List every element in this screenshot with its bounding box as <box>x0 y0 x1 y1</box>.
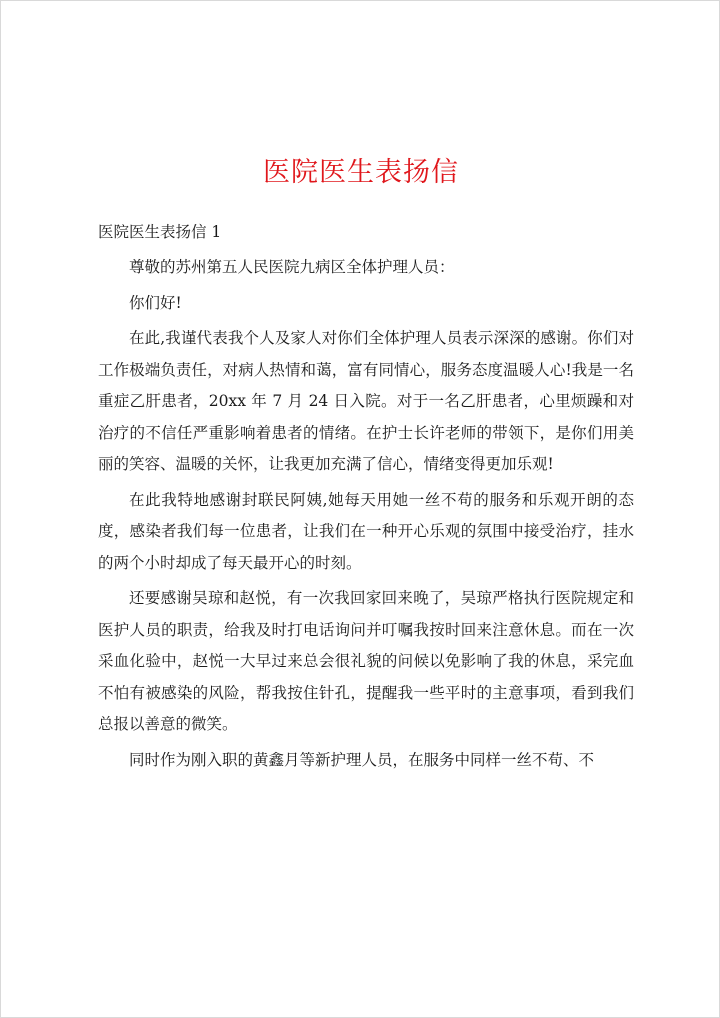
letter-paragraph-3: 还要感谢吴琼和赵悦，有一次我回家回来晚了，吴琼严格执行医院规定和医护人员的职责，给我及时打电话询问并叮嘱我按时回来注意休息。而在一次采血化验中，赵悦一大早过来总会很礼貌的问候以免影响了我的休息，采完血不怕有被感染的风险，帮我按住针孔，提醒我一些平时的主意事项，看到我们总报以善意的微笑。 <box>98 589 634 733</box>
letter-subheading: 医院医生表扬信 1 <box>98 223 222 241</box>
letter-paragraph-1: 在此,我谨代表我个人及家人对你们全体护理人员表示深深的感谢。你们对工作极端负责任，对病人热情和蔼，富有同情心，服务态度温暖人心!我是一名重症乙肝患者，20xx 年 7 月 24 日入院。对于一名乙肝患者，心里烦躁和对治疗的不信任严重影响着患者的情绪。在护士长许老师的带领下，是你们用美丽的笑容、温暖的关怀，让我更加充满了信心，情绪变得更加乐观! <box>98 329 634 473</box>
letter-paragraph-2: 在此我特地感谢封联民阿姨,她每天用她一丝不苟的服务和乐观开朗的态度，感染者我们每一位患者，让我们在一种开心乐观的氛围中接受治疗，挂水的两个小时却成了每天最开心的时刻。 <box>98 490 634 572</box>
letter-greeting: 你们好! <box>129 293 182 312</box>
letter-paragraph-4: 同时作为刚入职的黄鑫月等新护理人员，在服务中同样一丝不苟、不 <box>129 750 595 769</box>
page-title: 医院医生表扬信 <box>263 157 459 188</box>
letter-salutation: 尊敬的苏州第五人民医院九病区全体护理人员： <box>129 258 455 276</box>
letter-body <box>98 217 634 776</box>
